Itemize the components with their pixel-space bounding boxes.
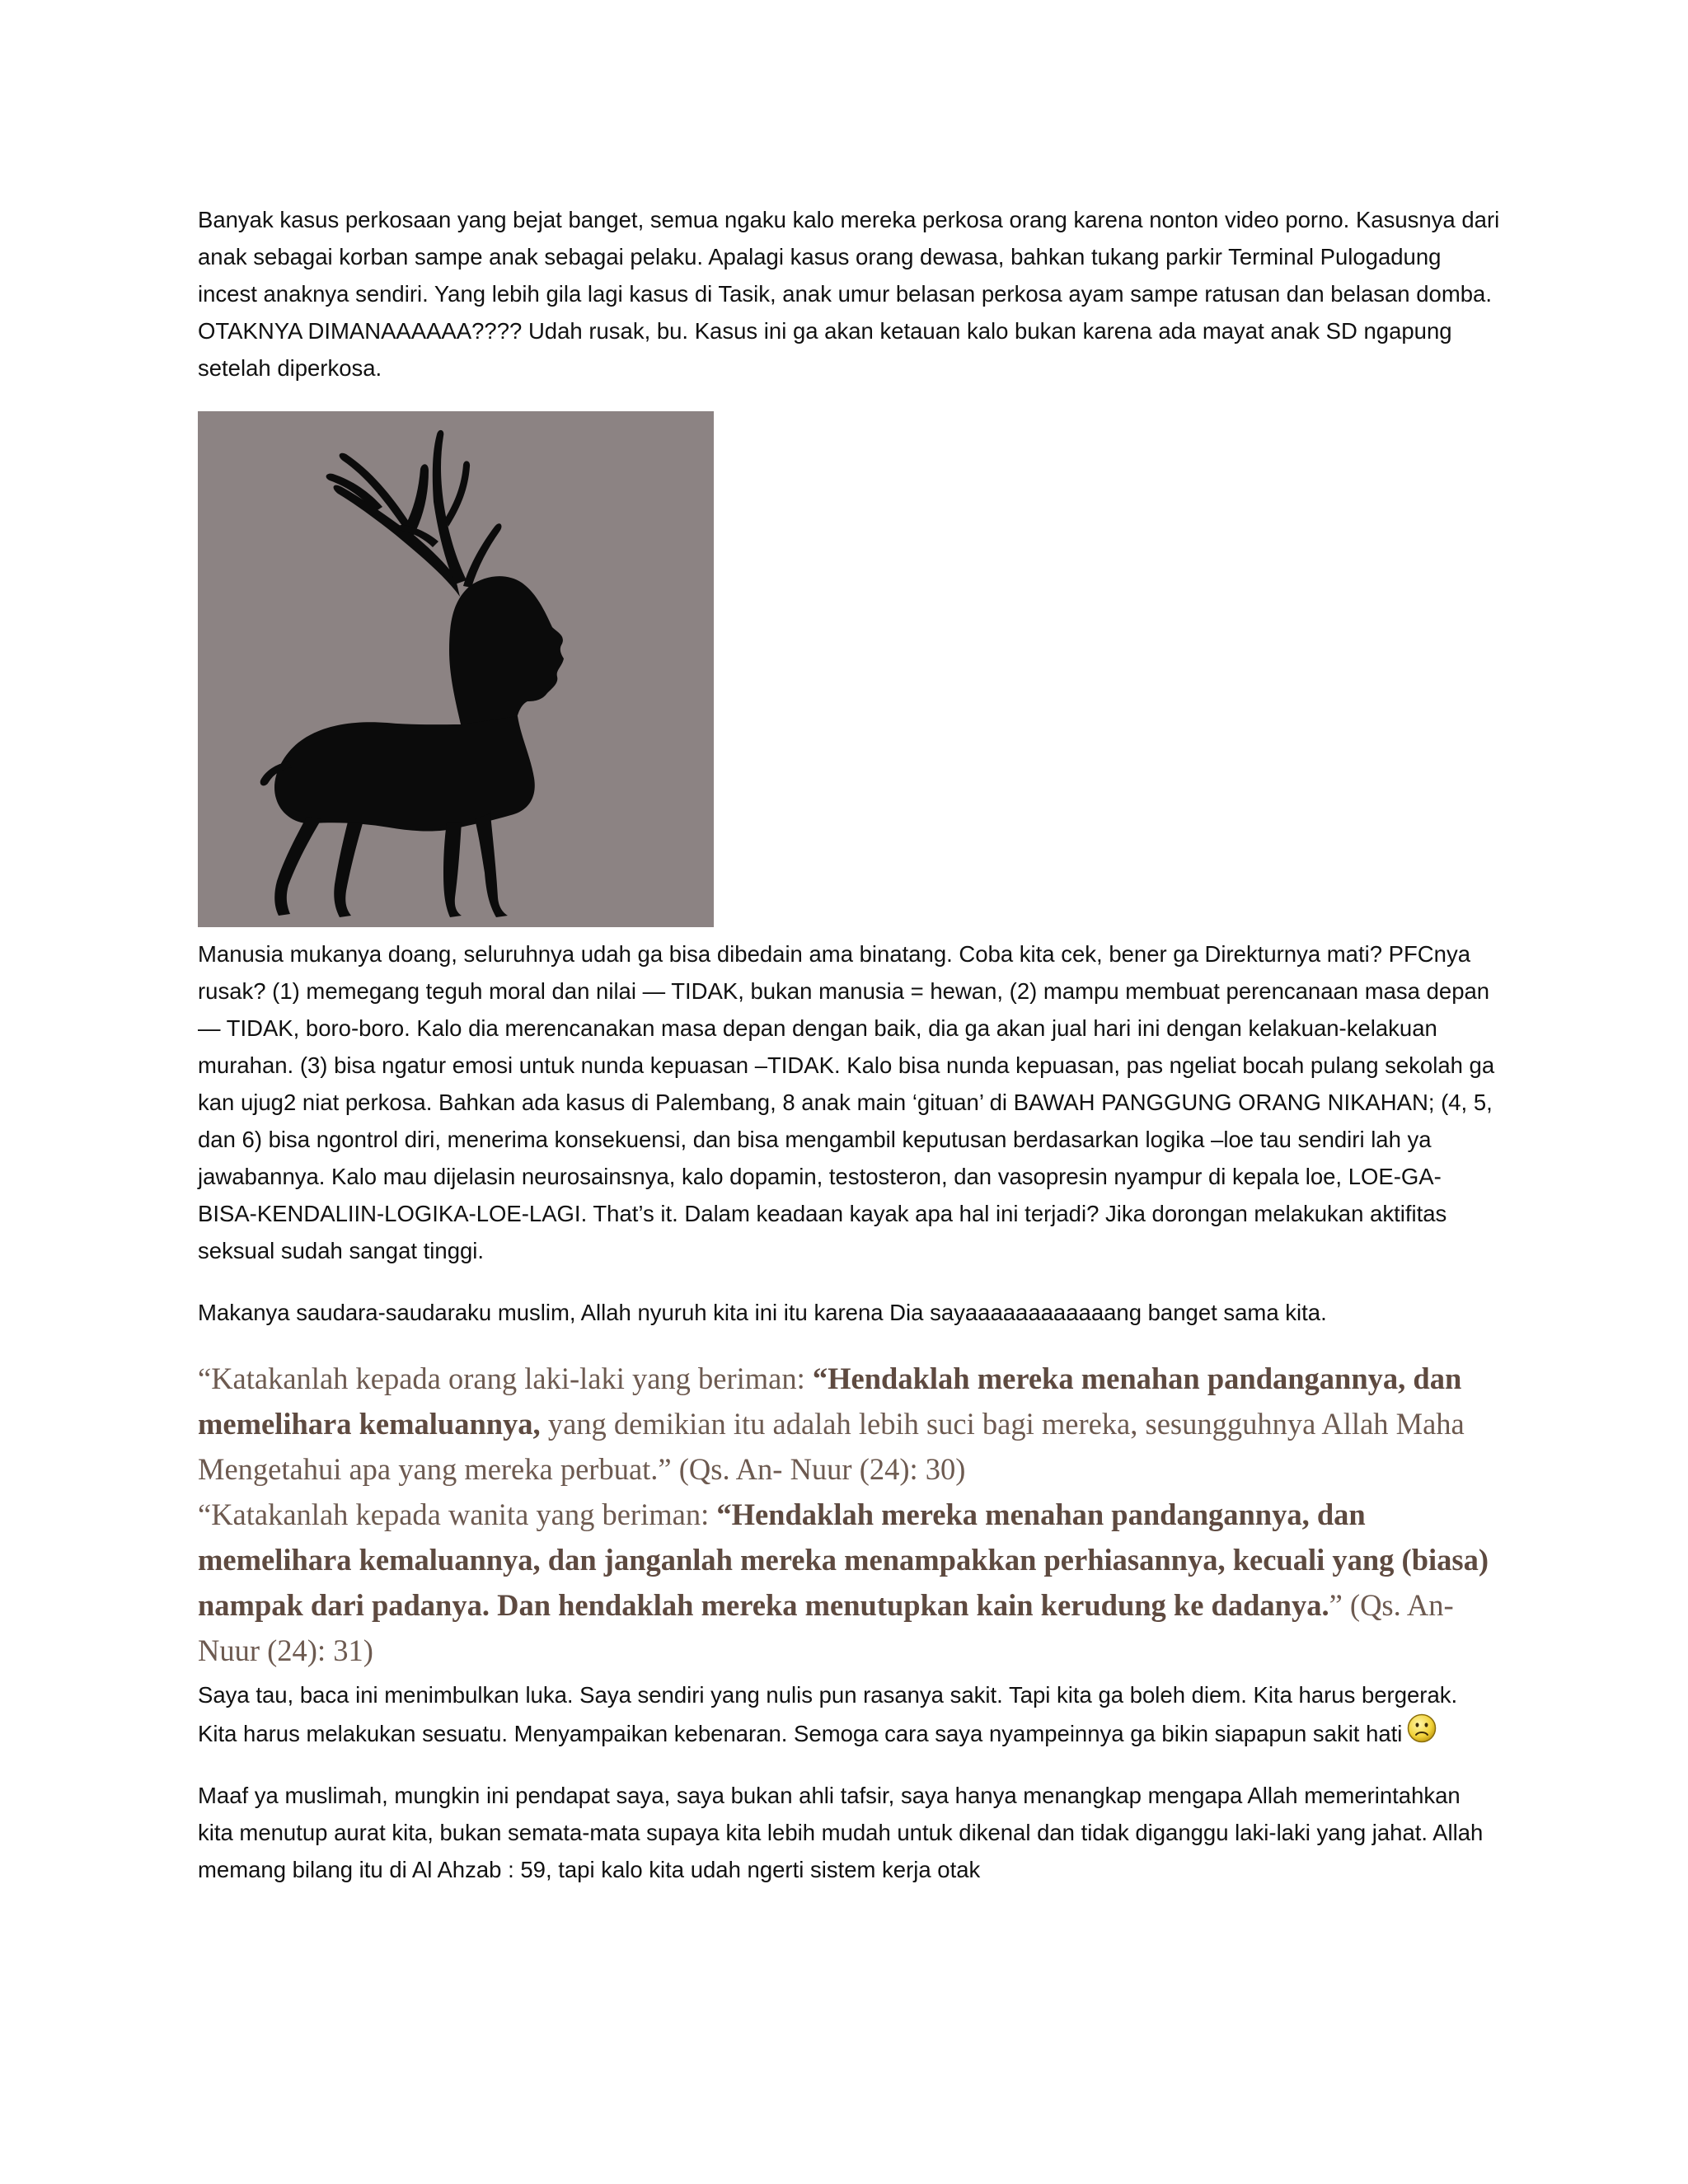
quote-1-close: yang demikian itu adalah lebih suci bagi mereka, sesungguhnya Allah Maha Mengetahui apa yang mereka perbuat.” (Qs. An- Nuur (24): 30) xyxy=(198,1407,1465,1486)
quote-2-bold: “Hendaklah mereka menahan pandangannya, dan memelihara kemaluannya, dan janganlah mereka menampakkan perhiasannya, kecuali yang (biasa) nampak dari padanya. Dan hendaklah mereka menutupkan kain kerudung ke dadanya. xyxy=(198,1497,1489,1622)
quote-an-nuur-31 xyxy=(198,1492,1517,1673)
quote-1-open: “Katakanlah kepada orang laki-laki yang beriman: xyxy=(198,1361,813,1395)
paragraph-painful-truth-text: Saya tau, baca ini menimbulkan luka. Saya sendiri yang nulis pun rasanya sakit. Tapi kita ga boleh diem. Kita harus bergerak. Kita harus melakukan sesuatu. Menyampaikan kebenaran. Semoga cara saya nyampeinnya ga bikin siapapun sakit hati xyxy=(198,1682,1458,1746)
deer-human-silhouette-image xyxy=(198,411,714,927)
paragraph-painful-truth xyxy=(198,1676,1500,1752)
quote-2-open: “Katakanlah kepada wanita yang beriman: xyxy=(198,1497,717,1531)
sad-face-icon xyxy=(1407,1713,1437,1743)
paragraph-rape-cases: Banyak kasus perkosaan yang bejat banget, semua ngaku kalo mereka perkosa orang karena nonton video porno. Kasusnya dari anak sebagai korban sampe anak sebagai pelaku. Apalagi kasus orang dewasa, bahkan tukang parkir Terminal Pulogadung incest anaknya sendiri. Yang lebih gila lagi kasus di Tasik, anak umur belasan perkosa ayam sampe ratusan dan belasan domba. OTAKNYA DIMANAAAAAA???? Udah rusak, bu. Kasus ini ga akan ketauan kalo bukan karena ada mayat anak SD ngapung setelah diperkosa. xyxy=(198,207,1500,381)
quote-1-bold: “Hendaklah mereka menahan pandangannya, dan memelihara kemaluannya, xyxy=(198,1361,1462,1441)
paragraph-allah-loves-us: Makanya saudara-saudaraku muslim, Allah nyuruh kita ini itu karena Dia sayaaaaaaaaaaaang banget sama kita. xyxy=(198,1300,1327,1325)
paragraph-pfc-analysis: Manusia mukanya doang, seluruhnya udah ga bisa dibedain ama binatang. Coba kita cek, bener ga Direkturnya mati? PFCnya rusak? (1) memegang teguh moral dan nilai — TIDAK, bukan manusia = hewan, (2) mampu membuat perencanaan masa depan — TIDAK, boro-boro. Kalo dia merencanakan masa depan dengan baik, dia ga akan jual hari ini dengan kelakuan-kelakuan murahan. (3) bisa ngatur emosi untuk nunda kepuasan –TIDAK. Kalo bisa nunda kepuasan, pas ngeliat bocah pulang sekolah ga kan ujug2 niat perkosa. Bahkan ada kasus di Palembang, 8 anak main ‘gituan’ di BAWAH PANGGUNG ORANG NIKAHAN; (4, 5, dan 6) bisa ngontrol diri, menerima konsekuensi, dan bisa mengambil keputusan berdasarkan logika –loe tau sendiri lah ya jawabannya. Kalo mau dijelasin neurosainsnya, kalo dopamin, testosteron, dan vasopresin nyampur di kepala loe, LOE-GA-BISA-KENDALIIN-LOGIKA-LOE-LAGI. That’s it. Dalam keadaan kayak apa hal ini terjadi? Jika dorongan melakukan aktifitas seksual sudah sangat tinggi. xyxy=(198,941,1495,1263)
quote-an-nuur-30 xyxy=(198,1356,1517,1492)
paragraph-muslimah-aurat: Maaf ya muslimah, mungkin ini pendapat saya, saya bukan ahli tafsir, saya hanya menangkap mengapa Allah memerintahkan kita menutup aurat kita, bukan semata-mata supaya kita lebih mudah untuk dikenal dan tidak diganggu laki-laki yang jahat. Allah memang bilang itu di Al Ahzab : 59, tapi kalo kita udah ngerti sistem kerja otak xyxy=(198,1783,1484,1882)
document-body xyxy=(198,201,1500,1888)
quote-2-close: ” (Qs. An- Nuur (24): 31) xyxy=(198,1588,1454,1667)
deer-human-head-silhouette-icon xyxy=(198,411,714,927)
